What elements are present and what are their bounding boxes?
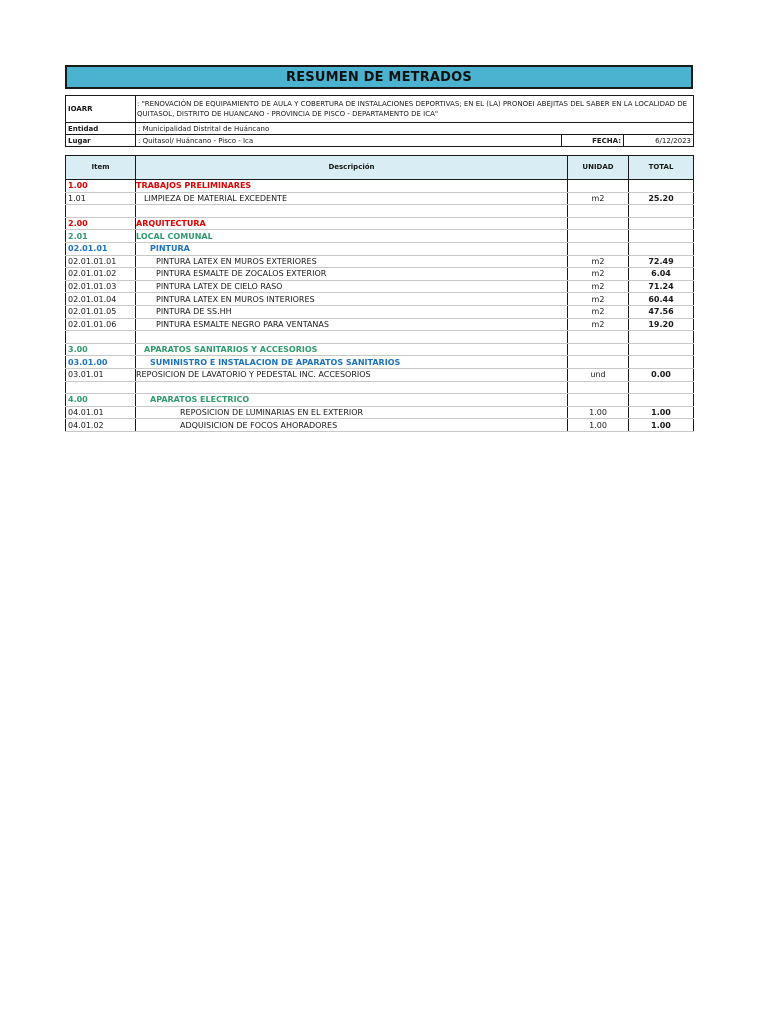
- row-unit: [568, 343, 629, 356]
- table-row: [66, 192, 694, 205]
- row-total: [629, 180, 694, 193]
- row-unit: 1.00: [568, 419, 629, 432]
- table-row: [66, 343, 694, 356]
- table-row: [66, 419, 694, 432]
- date-label: FECHA:: [562, 135, 624, 147]
- row-unit: [568, 242, 629, 255]
- row-item: 1.01: [66, 192, 136, 205]
- row-item: [66, 381, 136, 394]
- header-description: Descripción: [136, 156, 568, 180]
- row-unit: [568, 217, 629, 230]
- row-item: 2.01: [66, 230, 136, 243]
- row-description: ARQUITECTURA: [136, 217, 568, 230]
- row-total: 19.20: [629, 318, 694, 331]
- row-total: [629, 331, 694, 344]
- row-unit: m2: [568, 318, 629, 331]
- page-title: RESUMEN DE METRADOS: [65, 65, 693, 89]
- row-unit: [568, 394, 629, 407]
- entity-label: Entidad: [66, 123, 136, 135]
- row-item: 03.01.01: [66, 368, 136, 381]
- row-total: [629, 381, 694, 394]
- row-total: [629, 356, 694, 369]
- row-unit: [568, 381, 629, 394]
- place-label: Lugar: [66, 135, 136, 147]
- row-description: PINTURA DE SS.HH: [136, 305, 568, 318]
- row-item: 02.01.01: [66, 242, 136, 255]
- row-item: 02.01.01.05: [66, 305, 136, 318]
- row-description: PINTURA ESMALTE DE ZOCALOS EXTERIOR: [136, 268, 568, 281]
- row-unit: m2: [568, 268, 629, 281]
- row-item: 02.01.01.06: [66, 318, 136, 331]
- table-row: [66, 406, 694, 419]
- row-item: 02.01.01.01: [66, 255, 136, 268]
- row-total: 71.24: [629, 280, 694, 293]
- table-row: [66, 293, 694, 306]
- row-unit: m2: [568, 192, 629, 205]
- entity-row: [66, 123, 694, 135]
- row-description: APARATOS ELECTRICO: [136, 394, 568, 407]
- table-row: [66, 205, 694, 218]
- row-total: [629, 242, 694, 255]
- row-item: 3.00: [66, 343, 136, 356]
- table-row: [66, 381, 694, 394]
- header-unit: UNIDAD: [568, 156, 629, 180]
- row-total: 47.56: [629, 305, 694, 318]
- row-description: PINTURA ESMALTE NEGRO PARA VENTANAS: [136, 318, 568, 331]
- table-row: [66, 180, 694, 193]
- date-value: 6/12/2023: [624, 135, 694, 147]
- row-unit: m2: [568, 255, 629, 268]
- table-row: [66, 318, 694, 331]
- row-unit: [568, 230, 629, 243]
- row-description: [136, 331, 568, 344]
- row-description: PINTURA: [136, 242, 568, 255]
- project-row: [66, 96, 694, 123]
- row-item: 04.01.01: [66, 406, 136, 419]
- row-item: [66, 331, 136, 344]
- row-unit: m2: [568, 293, 629, 306]
- row-unit: [568, 331, 629, 344]
- row-description: APARATOS SANITARIOS Y ACCESORIOS: [136, 343, 568, 356]
- row-item: 02.01.01.04: [66, 293, 136, 306]
- row-description: PINTURA LATEX EN MUROS INTERIORES: [136, 293, 568, 306]
- row-unit: [568, 205, 629, 218]
- row-total: 6.04: [629, 268, 694, 281]
- table-row: [66, 394, 694, 407]
- row-description: LOCAL COMUNAL: [136, 230, 568, 243]
- project-label: IOARR: [66, 96, 136, 123]
- table-row: [66, 331, 694, 344]
- table-row: [66, 230, 694, 243]
- row-item: 4.00: [66, 394, 136, 407]
- row-total: 0.00: [629, 368, 694, 381]
- metrados-table: [65, 155, 694, 432]
- row-total: [629, 217, 694, 230]
- row-total: 60.44: [629, 293, 694, 306]
- row-total: [629, 394, 694, 407]
- row-unit: und: [568, 368, 629, 381]
- row-unit: m2: [568, 280, 629, 293]
- row-total: 1.00: [629, 406, 694, 419]
- row-description: ADQUISICION DE FOCOS AHORADORES: [136, 419, 568, 432]
- row-item: 03.01.00: [66, 356, 136, 369]
- table-row: [66, 368, 694, 381]
- row-item: [66, 205, 136, 218]
- header-total: TOTAL: [629, 156, 694, 180]
- project-info-table: [65, 95, 694, 147]
- table-row: [66, 280, 694, 293]
- entity-text: : Municipalidad Distrital de Huáncano: [136, 123, 694, 135]
- project-text: : "RENOVACIÓN DE EQUIPAMIENTO DE AULA Y COBERTURA DE INSTALACIONES DEPORTIVAS; EN EL (LA) PRONOEI ABEJITAS DEL SABER EN LA LOCALIDAD DE QUITASOL, DISTRITO DE HUANCANO - PROVINCIA DE PISCO - DEPARTAMENTO DE ICA": [136, 96, 694, 123]
- row-description: REPOSICION DE LUMINARIAS EN EL EXTERIOR: [136, 406, 568, 419]
- table-row: [66, 305, 694, 318]
- row-description: LIMPIEZA DE MATERIAL EXCEDENTE: [136, 192, 568, 205]
- table-header: [66, 156, 694, 180]
- row-description: PINTURA LATEX DE CIELO RASO: [136, 280, 568, 293]
- row-item: 1.00: [66, 180, 136, 193]
- row-total: 25.20: [629, 192, 694, 205]
- table-row: [66, 255, 694, 268]
- place-row: [66, 135, 694, 147]
- row-description: [136, 381, 568, 394]
- row-total: 1.00: [629, 419, 694, 432]
- row-item: 02.01.01.02: [66, 268, 136, 281]
- row-item: 02.01.01.03: [66, 280, 136, 293]
- row-item: 04.01.02: [66, 419, 136, 432]
- row-description: PINTURA LATEX EN MUROS EXTERIORES: [136, 255, 568, 268]
- table-row: [66, 356, 694, 369]
- table-body: [66, 180, 694, 432]
- row-description: [136, 205, 568, 218]
- row-total: [629, 205, 694, 218]
- row-description: TRABAJOS PRELIMINARES: [136, 180, 568, 193]
- row-unit: [568, 356, 629, 369]
- row-unit: m2: [568, 305, 629, 318]
- row-unit: 1.00: [568, 406, 629, 419]
- row-description: REPOSICION DE LAVATORIO Y PEDESTAL INC. ACCESORIOS: [136, 368, 568, 381]
- row-unit: [568, 180, 629, 193]
- row-item: 2.00: [66, 217, 136, 230]
- row-description: SUMINISTRO E INSTALACION DE APARATOS SANITARIOS: [136, 356, 568, 369]
- table-row: [66, 217, 694, 230]
- place-text: : Quitasol/ Huáncano - Pisco - Ica: [136, 135, 562, 147]
- row-total: 72.49: [629, 255, 694, 268]
- header-item: Item: [66, 156, 136, 180]
- table-row: [66, 268, 694, 281]
- row-total: [629, 343, 694, 356]
- table-row: [66, 242, 694, 255]
- row-total: [629, 230, 694, 243]
